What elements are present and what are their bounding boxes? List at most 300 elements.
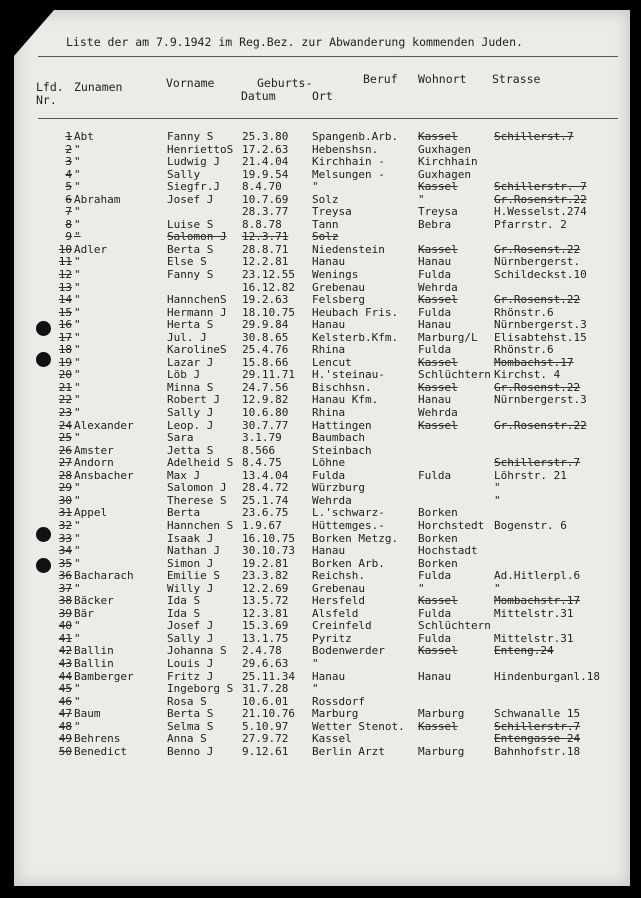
wohnort-cell: Kassel — [418, 719, 458, 733]
lfd-nr-cell: 40 — [58, 619, 72, 633]
zuname-cell: " — [74, 305, 81, 319]
strasse-cell: " — [494, 581, 501, 595]
vorname-cell: Minna S — [167, 380, 214, 394]
strasse-cell: Gr.Rosenst.22 — [494, 380, 581, 394]
vorname-cell: Ida S — [167, 606, 201, 620]
punch-hole — [36, 321, 51, 336]
geburtsdatum-cell: 30.10.73 — [242, 544, 295, 558]
zuname-cell: Bär — [74, 606, 94, 620]
punch-hole — [36, 558, 51, 573]
zuname-cell: Alexander — [74, 418, 134, 432]
geburtsdatum-cell: 16.10.75 — [242, 531, 295, 545]
wohnort-cell: Wehrda — [418, 280, 458, 294]
zuname-cell: " — [74, 719, 81, 733]
vorname-cell: Salomon J — [167, 481, 227, 495]
lfd-nr-cell: 26 — [58, 443, 72, 457]
strasse-cell: " — [494, 493, 501, 507]
geburtsdatum-cell: 18.10.75 — [242, 305, 295, 319]
wohnort-cell: Marburg — [418, 744, 465, 758]
lfd-nr-cell: 11 — [58, 255, 72, 269]
geburtsdatum-cell: 25.4.76 — [242, 343, 289, 357]
zuname-cell: " — [74, 217, 81, 231]
geburtsdatum-cell: 25.3.80 — [242, 130, 289, 143]
table-row — [14, 457, 630, 470]
zuname-cell: Bacharach — [74, 569, 134, 583]
header-beruf: Beruf — [363, 72, 398, 86]
lfd-nr-cell: 21 — [58, 380, 72, 394]
strasse-cell: Mombachstr.17 — [494, 594, 581, 608]
lfd-nr-cell: 29 — [58, 481, 72, 495]
header-underline — [38, 118, 618, 119]
geburtsdatum-cell: 19.9.54 — [242, 167, 289, 181]
zuname-cell: " — [74, 142, 81, 156]
lfd-nr-cell: 30 — [58, 493, 72, 507]
vorname-cell: Benno J — [167, 744, 214, 758]
geburtsdatum-cell: 8.4.75 — [242, 456, 282, 470]
vorname-cell: HannchenS — [167, 293, 227, 307]
vorname-cell: Josef J — [167, 619, 214, 633]
wohnort-cell: Marburg — [418, 707, 465, 721]
geburtsort-cell: Heubach Fris. — [312, 305, 399, 319]
vorname-cell: Nathan J — [167, 544, 220, 558]
vorname-cell: Siegfr.J — [167, 180, 220, 194]
lfd-nr-cell: 20 — [58, 368, 72, 382]
lfd-nr-cell: 23 — [58, 406, 72, 420]
geburtsort-cell: " — [312, 180, 319, 194]
geburtsdatum-cell: 1.9.67 — [242, 518, 282, 532]
geburtsort-cell: Spangenb.Arb. — [312, 130, 399, 143]
zuname-cell: " — [74, 682, 81, 696]
geburtsdatum-cell: 10.7.69 — [242, 192, 289, 206]
table-row — [14, 269, 630, 282]
zuname-cell: Andorn — [74, 456, 114, 470]
geburtsort-cell: Niedenstein — [312, 242, 385, 256]
vorname-cell: Löb J — [167, 368, 201, 382]
lfd-nr-cell: 39 — [58, 606, 72, 620]
wohnort-cell: Treysa — [418, 205, 458, 219]
strasse-cell: Bahnhofstr.18 — [494, 744, 581, 758]
wohnort-cell: Bebra — [418, 217, 452, 231]
document-title: Liste der am 7.9.1942 im Reg.Bez. zur Abwanderung kommenden Juden. — [66, 35, 523, 49]
header-zunamen: Zunamen — [74, 80, 123, 94]
lfd-nr-cell: 10 — [58, 242, 72, 256]
zuname-cell: " — [74, 280, 81, 294]
geburtsort-cell: " — [312, 682, 319, 696]
zuname-cell: " — [74, 406, 81, 420]
vorname-cell: Therese S — [167, 493, 227, 507]
zuname-cell: " — [74, 230, 81, 244]
table-row — [14, 671, 630, 684]
lfd-nr-cell: 17 — [58, 330, 72, 344]
table-row — [14, 156, 630, 169]
zuname-cell: " — [74, 205, 81, 219]
vorname-cell: Willy J — [167, 581, 214, 595]
geburtsort-cell: L.'schwarz- — [312, 506, 385, 520]
geburtsort-cell: Pyritz — [312, 631, 352, 645]
geburtsort-cell: Kirchhain - — [312, 155, 385, 169]
lfd-nr-cell: 24 — [58, 418, 72, 432]
lfd-nr-cell: 32 — [58, 518, 72, 532]
wohnort-cell: Kassel — [418, 380, 458, 394]
geburtsdatum-cell: 2.4.78 — [242, 644, 282, 658]
geburtsdatum-cell: 27.9.72 — [242, 732, 289, 746]
zuname-cell: " — [74, 167, 81, 181]
wohnort-cell: Kassel — [418, 355, 458, 369]
lfd-nr-cell: 3 — [65, 155, 72, 169]
strasse-cell: Mittelstr.31 — [494, 631, 574, 645]
lfd-nr-cell: 49 — [58, 732, 72, 746]
wohnort-cell: Hanau — [418, 393, 452, 407]
vorname-cell: Herta S — [167, 318, 214, 332]
zuname-cell: " — [74, 493, 81, 507]
geburtsdatum-cell: 3.1.79 — [242, 431, 282, 445]
lfd-nr-cell: 6 — [65, 192, 72, 206]
strasse-cell: Mombachst.17 — [494, 355, 574, 369]
geburtsdatum-cell: 21.4.04 — [242, 155, 289, 169]
zuname-cell: " — [74, 518, 81, 532]
wohnort-cell: Hochstadt — [418, 544, 478, 558]
geburtsort-cell: Hanau — [312, 255, 346, 269]
geburtsort-cell: Rhina — [312, 406, 346, 420]
zuname-cell: " — [74, 631, 81, 645]
geburtsort-cell: Wenings — [312, 268, 359, 282]
wohnort-cell: Hanau — [418, 318, 452, 332]
vorname-cell: Johanna S — [167, 644, 227, 658]
lfd-nr-cell: 43 — [58, 656, 72, 670]
zuname-cell: " — [74, 293, 81, 307]
lfd-nr-cell: 36 — [58, 569, 72, 583]
vorname-cell: Jul. J — [167, 330, 207, 344]
geburtsort-cell: Hattingen — [312, 418, 372, 432]
strasse-cell: Elisabtehst.15 — [494, 330, 587, 344]
strasse-cell: Nürnbergerst. — [494, 255, 581, 269]
strasse-cell: Gr.Rosenstr.22 — [494, 418, 587, 432]
vorname-cell: Ludwig J — [167, 155, 220, 169]
geburtsort-cell: Solz — [312, 230, 339, 244]
zuname-cell: " — [74, 318, 81, 332]
geburtsdatum-cell: 23.6.75 — [242, 506, 289, 520]
wohnort-cell: Kassel — [418, 293, 458, 307]
geburtsort-cell: Borken Metzg. — [312, 531, 399, 545]
geburtsort-cell: Hanau — [312, 544, 346, 558]
lfd-nr-cell: 18 — [58, 343, 72, 357]
document-page — [14, 10, 630, 886]
strasse-cell: Bogenstr. 6 — [494, 518, 567, 532]
strasse-cell: " — [494, 481, 501, 495]
zuname-cell: " — [74, 155, 81, 169]
strasse-cell: Entengasse 24 — [494, 732, 581, 746]
zuname-cell: Benedict — [74, 744, 127, 758]
geburtsdatum-cell: 9.12.61 — [242, 744, 289, 758]
zuname-cell: " — [74, 343, 81, 357]
strasse-cell: Kirchst. 4 — [494, 368, 561, 382]
geburtsdatum-cell: 29.9.84 — [242, 318, 289, 332]
lfd-nr-cell: 44 — [58, 669, 72, 683]
punch-hole — [36, 352, 51, 367]
table-row — [14, 206, 630, 219]
zuname-cell: " — [74, 330, 81, 344]
wohnort-cell: Schlüchtern — [418, 368, 491, 382]
vorname-cell: Fritz J — [167, 669, 214, 683]
strasse-cell: Nürnbergerst.3 — [494, 318, 587, 332]
lfd-nr-cell: 41 — [58, 631, 72, 645]
zuname-cell: Ballin — [74, 656, 114, 670]
geburtsort-cell: Solz — [312, 192, 339, 206]
vorname-cell: Fanny S — [167, 130, 214, 143]
geburtsdatum-cell: 16.12.82 — [242, 280, 295, 294]
table-row — [14, 746, 630, 759]
wohnort-cell: Fulda — [418, 468, 452, 482]
vorname-cell: Selma S — [167, 719, 214, 733]
geburtsort-cell: Creinfeld — [312, 619, 372, 633]
geburtsort-cell: Reichsh. — [312, 569, 365, 583]
geburtsort-cell: Löhne — [312, 456, 346, 470]
header-lfd: Lfd. — [36, 80, 64, 94]
wohnort-cell: Hanau — [418, 669, 452, 683]
vorname-cell: Josef J — [167, 192, 214, 206]
geburtsort-cell: " — [312, 656, 319, 670]
geburtsort-cell: Marburg — [312, 707, 359, 721]
vorname-cell: Leop. J — [167, 418, 214, 432]
geburtsdatum-cell: 12.2.81 — [242, 255, 289, 269]
lfd-nr-cell: 27 — [58, 456, 72, 470]
table-row — [14, 595, 630, 608]
wohnort-cell: Fulda — [418, 343, 452, 357]
zuname-cell: Ballin — [74, 644, 114, 658]
geburtsort-cell: Rossdorf — [312, 694, 365, 708]
strasse-cell: Gr.Rosenstr.22 — [494, 192, 587, 206]
geburtsdatum-cell: 23.12.55 — [242, 268, 295, 282]
table-row — [14, 520, 630, 533]
lfd-nr-cell: 46 — [58, 694, 72, 708]
geburtsdatum-cell: 5.10.97 — [242, 719, 289, 733]
geburtsort-cell: Steinbach — [312, 443, 372, 457]
torn-corner — [14, 10, 54, 56]
table-row — [14, 658, 630, 671]
wohnort-cell: Fulda — [418, 268, 452, 282]
vorname-cell: Simon J — [167, 556, 214, 570]
zuname-cell: Bamberger — [74, 669, 134, 683]
zuname-cell: " — [74, 544, 81, 558]
wohnort-cell: Kassel — [418, 180, 458, 194]
lfd-nr-cell: 19 — [58, 355, 72, 369]
zuname-cell: " — [74, 619, 81, 633]
zuname-cell: " — [74, 255, 81, 269]
strasse-cell: Schillerstr. 7 — [494, 180, 587, 194]
geburtsdatum-cell: 28.3.77 — [242, 205, 289, 219]
vorname-cell: Max J — [167, 468, 201, 482]
geburtsdatum-cell: 24.7.56 — [242, 380, 289, 394]
geburtsdatum-cell: 10.6.01 — [242, 694, 289, 708]
wohnort-cell: " — [418, 192, 425, 206]
vorname-cell: Sara — [167, 431, 194, 445]
geburtsdatum-cell: 19.2.63 — [242, 293, 289, 307]
geburtsdatum-cell: 28.4.72 — [242, 481, 289, 495]
wohnort-cell: Fulda — [418, 606, 452, 620]
wohnort-cell: Fulda — [418, 569, 452, 583]
geburtsdatum-cell: 17.2.63 — [242, 142, 289, 156]
table-row — [14, 344, 630, 357]
wohnort-cell: Horchstedt — [418, 518, 485, 532]
zuname-cell: Amster — [74, 443, 114, 457]
geburtsdatum-cell: 23.3.82 — [242, 569, 289, 583]
wohnort-cell: Guxhagen — [418, 167, 471, 181]
geburtsort-cell: Würzburg — [312, 481, 365, 495]
vorname-cell: Louis J — [167, 656, 214, 670]
wohnort-cell: Guxhagen — [418, 142, 471, 156]
geburtsdatum-cell: 12.3.71 — [242, 230, 289, 244]
geburtsort-cell: Hanau — [312, 669, 346, 683]
header-nr: Nr. — [36, 93, 57, 107]
zuname-cell: Adler — [74, 242, 108, 256]
geburtsort-cell: Berlin Arzt — [312, 744, 385, 758]
geburtsort-cell: Felsberg — [312, 293, 365, 307]
lfd-nr-cell: 45 — [58, 682, 72, 696]
vorname-cell: Lazar J — [167, 355, 214, 369]
zuname-cell: Abraham — [74, 192, 121, 206]
table-row — [14, 131, 630, 144]
strasse-cell: Schildeckst.10 — [494, 268, 587, 282]
wohnort-cell: Schlüchtern — [418, 619, 491, 633]
vorname-cell: Else S — [167, 255, 207, 269]
vorname-cell: KarolineS — [167, 343, 227, 357]
geburtsort-cell: Grebenau — [312, 280, 365, 294]
strasse-cell: Nürnbergerst.3 — [494, 393, 587, 407]
table-row — [14, 294, 630, 307]
table-row — [14, 683, 630, 696]
geburtsort-cell: Hüttemges.- — [312, 518, 385, 532]
geburtsdatum-cell: 12.3.81 — [242, 606, 289, 620]
header-wohnort: Wohnort — [418, 72, 467, 86]
lfd-nr-cell: 47 — [58, 707, 72, 721]
lfd-nr-cell: 25 — [58, 431, 72, 445]
lfd-nr-cell: 5 — [65, 180, 72, 194]
vorname-cell: Rosa S — [167, 694, 207, 708]
geburtsort-cell: Borken Arb. — [312, 556, 385, 570]
geburtsort-cell: Alsfeld — [312, 606, 359, 620]
table-row — [14, 432, 630, 445]
wohnort-cell: Borken — [418, 531, 458, 545]
geburtsdatum-cell: 13.1.75 — [242, 631, 289, 645]
lfd-nr-cell: 28 — [58, 468, 72, 482]
geburtsort-cell: Bischhsn. — [312, 380, 372, 394]
wohnort-cell: Kirchhain — [418, 155, 478, 169]
wohnort-cell: Borken — [418, 556, 458, 570]
vorname-cell: HenriettoS — [167, 142, 234, 156]
vorname-cell: Sally J — [167, 406, 214, 420]
geburtsort-cell: Tann — [312, 217, 339, 231]
table-body — [14, 131, 630, 758]
lfd-nr-cell: 2 — [65, 142, 72, 156]
geburtsort-cell: Grebenau — [312, 581, 365, 595]
lfd-nr-cell: 1 — [65, 130, 72, 143]
geburtsdatum-cell: 30.8.65 — [242, 330, 289, 344]
strasse-cell: Löhrstr. 21 — [494, 468, 567, 482]
strasse-cell: H.Wesselst.274 — [494, 205, 587, 219]
lfd-nr-cell: 31 — [58, 506, 72, 520]
zuname-cell: " — [74, 393, 81, 407]
geburtsdatum-cell: 12.2.69 — [242, 581, 289, 595]
lfd-nr-cell: 22 — [58, 393, 72, 407]
vorname-cell: Sally — [167, 167, 201, 181]
vorname-cell: Berta S — [167, 242, 214, 256]
geburtsdatum-cell: 8.566 — [242, 443, 276, 457]
wohnort-cell: Kassel — [418, 130, 458, 143]
geburtsdatum-cell: 13.5.72 — [242, 594, 289, 608]
geburtsdatum-cell: 10.6.80 — [242, 406, 289, 420]
lfd-nr-cell: 42 — [58, 644, 72, 658]
strasse-cell: Schwanalle 15 — [494, 707, 581, 721]
geburtsdatum-cell: 21.10.76 — [242, 707, 295, 721]
table-row — [14, 620, 630, 633]
zuname-cell: " — [74, 368, 81, 382]
vorname-cell: Hannchen S — [167, 518, 234, 532]
zuname-cell: " — [74, 180, 81, 194]
lfd-nr-cell: 48 — [58, 719, 72, 733]
wohnort-cell: Hanau — [418, 255, 452, 269]
wohnort-cell: Kassel — [418, 594, 458, 608]
strasse-cell: Schillerstr.7 — [494, 719, 581, 733]
lfd-nr-cell: 33 — [58, 531, 72, 545]
strasse-cell: Gr.Rosenst.22 — [494, 293, 581, 307]
strasse-cell: Gr.Rosenst.22 — [494, 242, 581, 256]
vorname-cell: Robert J — [167, 393, 220, 407]
vorname-cell: Ida S — [167, 594, 201, 608]
lfd-nr-cell: 35 — [58, 556, 72, 570]
vorname-cell: Berta — [167, 506, 201, 520]
geburtsdatum-cell: 31.7.28 — [242, 682, 289, 696]
header-geburts: Geburts- — [257, 76, 313, 90]
vorname-cell: Sally J — [167, 631, 214, 645]
vorname-cell: Ingeborg S — [167, 682, 234, 696]
geburtsort-cell: Kassel — [312, 732, 352, 746]
zuname-cell: " — [74, 355, 81, 369]
geburtsort-cell: Baumbach — [312, 431, 365, 445]
vorname-cell: Salomon J — [167, 230, 227, 244]
geburtsdatum-cell: 25.11.34 — [242, 669, 295, 683]
vorname-cell: Jetta S — [167, 443, 214, 457]
wohnort-cell: Kassel — [418, 418, 458, 432]
lfd-nr-cell: 34 — [58, 544, 72, 558]
zuname-cell: " — [74, 268, 81, 282]
table-row — [14, 733, 630, 746]
table-row — [14, 545, 630, 558]
geburtsort-cell: Hanau — [312, 318, 346, 332]
header-vorname: Vorname — [166, 76, 215, 90]
zuname-cell: Bäcker — [74, 594, 114, 608]
header-datum: Datum — [241, 89, 276, 103]
vorname-cell: Adelheid S — [167, 456, 234, 470]
lfd-nr-cell: 37 — [58, 581, 72, 595]
zuname-cell: " — [74, 481, 81, 495]
geburtsort-cell: Rhina — [312, 343, 346, 357]
zuname-cell: Ansbacher — [74, 468, 134, 482]
geburtsort-cell: Bodenwerder — [312, 644, 385, 658]
vorname-cell: Isaak J — [167, 531, 214, 545]
strasse-cell: Hindenburganl.18 — [494, 669, 600, 683]
strasse-cell: Enteng.24 — [494, 644, 554, 658]
strasse-cell: Rhönstr.6 — [494, 343, 554, 357]
wohnort-cell: Kassel — [418, 644, 458, 658]
geburtsdatum-cell: 15.8.66 — [242, 355, 289, 369]
geburtsort-cell: Hersfeld — [312, 594, 365, 608]
geburtsdatum-cell: 12.9.82 — [242, 393, 289, 407]
geburtsdatum-cell: 30.7.77 — [242, 418, 289, 432]
zuname-cell: Baum — [74, 707, 101, 721]
vorname-cell: Hermann J — [167, 305, 227, 319]
lfd-nr-cell: 50 — [58, 744, 72, 758]
geburtsort-cell: Lencut — [312, 355, 352, 369]
